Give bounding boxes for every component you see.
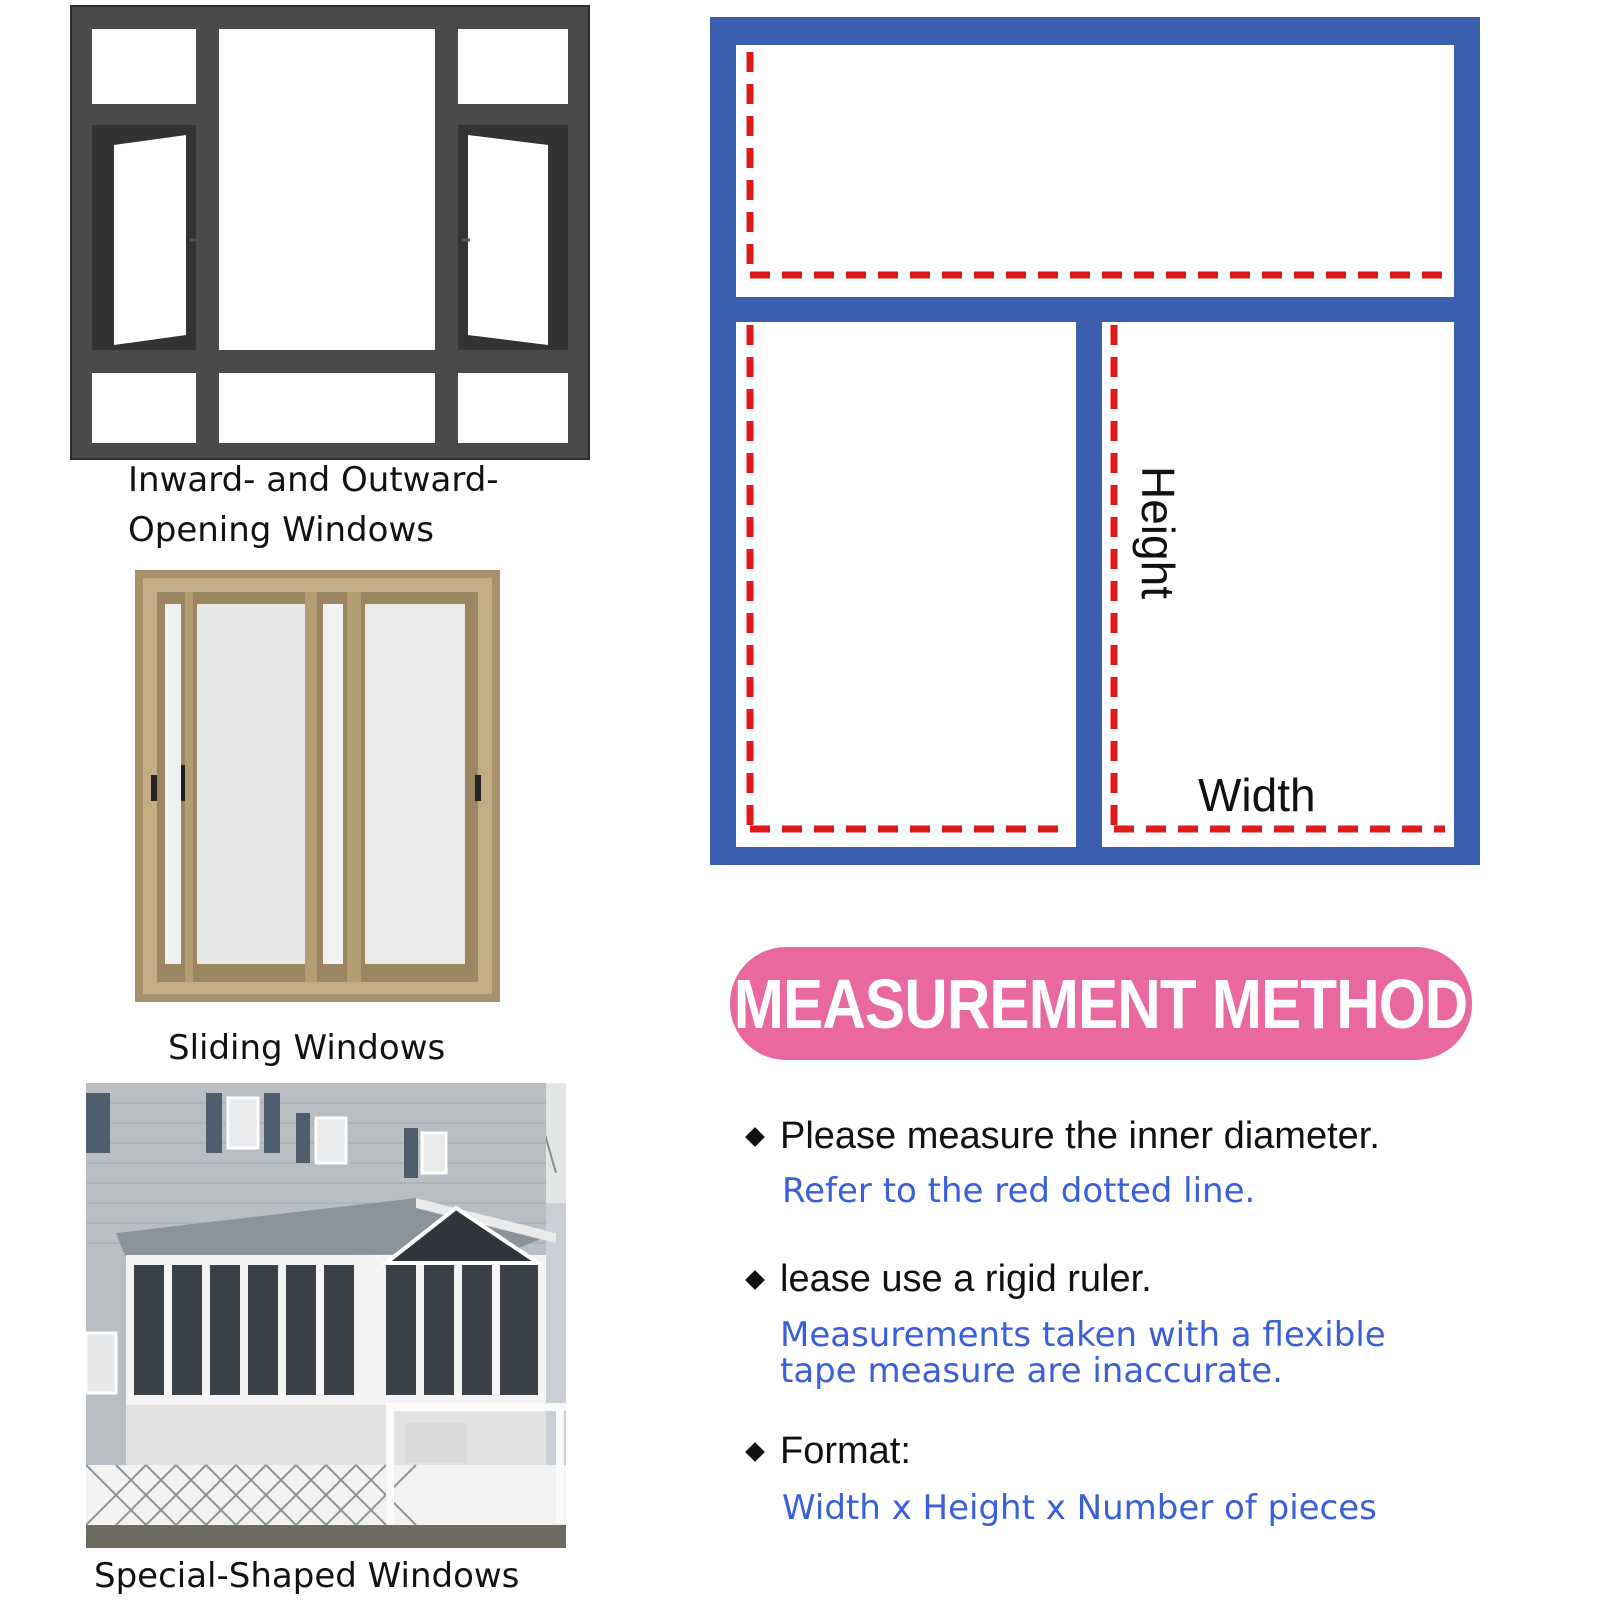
instruction-3-sub: Width x Height x Number of pieces xyxy=(782,1488,1377,1528)
measurement-method-title: MEASUREMENT METHOD xyxy=(734,964,1468,1043)
instruction-1-main: Please measure the inner diameter. xyxy=(780,1115,1380,1157)
measurement-diagram xyxy=(710,17,1480,865)
instruction-2-main: lease use a rigid ruler. xyxy=(780,1258,1152,1300)
bullet-2-icon xyxy=(745,1270,765,1290)
special-caption: Special-Shaped Windows xyxy=(94,1556,520,1596)
sliding-window-image xyxy=(135,570,500,1002)
caption-line-2: Opening Windows xyxy=(128,510,434,550)
width-label: Width xyxy=(1198,769,1316,821)
instruction-1-sub: Refer to the red dotted line. xyxy=(782,1171,1256,1211)
instruction-3-main: Format: xyxy=(780,1430,911,1472)
caption-line-1: Inward- and Outward- xyxy=(128,460,499,500)
inward-outward-window-image xyxy=(70,5,590,460)
instruction-2-sub-1: Measurements taken with a flexible xyxy=(780,1315,1386,1355)
sliding-caption: Sliding Windows xyxy=(168,1028,446,1068)
inward-outward-caption xyxy=(128,455,499,555)
measurement-method-badge xyxy=(730,947,1472,1060)
special-shaped-window-image xyxy=(86,1083,566,1548)
bullet-3-icon xyxy=(745,1442,765,1462)
bullet-1-icon xyxy=(745,1127,765,1147)
instruction-2-sub-2: tape measure are inaccurate. xyxy=(780,1351,1283,1391)
height-label: Height xyxy=(1132,466,1184,599)
